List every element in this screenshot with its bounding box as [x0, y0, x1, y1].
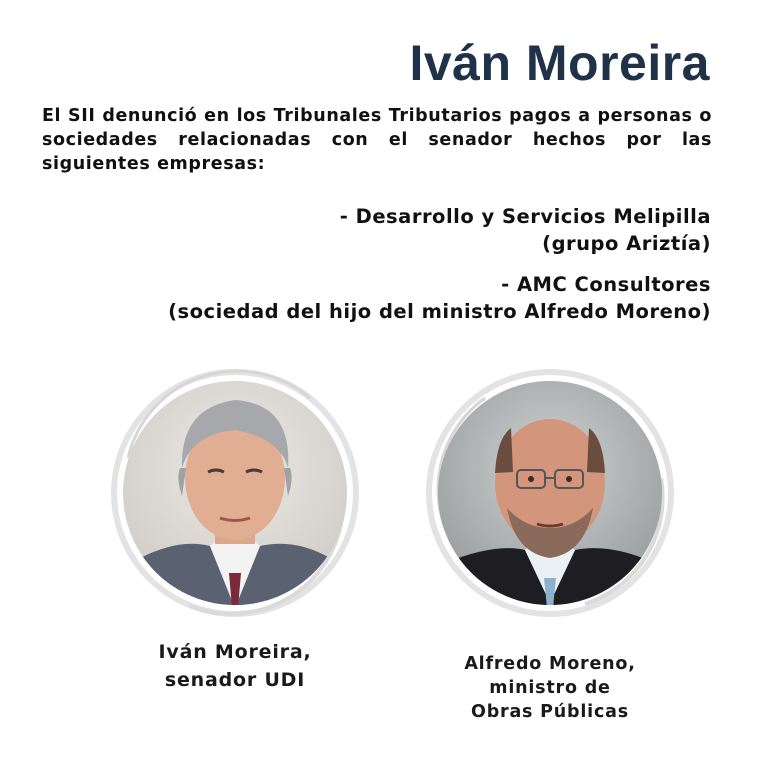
portrait-ivan-moreira	[110, 368, 360, 618]
caption-role: ministro de	[489, 678, 611, 698]
portrait-alfredo-moreno	[425, 368, 675, 618]
caption-alfredo-moreno	[410, 652, 690, 724]
company-item-melipilla	[340, 203, 711, 257]
caption-name: Iván Moreira,	[158, 641, 312, 663]
caption-name: Alfredo Moreno,	[464, 654, 636, 674]
company-name: - AMC Consultores	[501, 273, 711, 296]
company-item-amc	[168, 271, 711, 325]
caption-role: senador UDI	[164, 669, 306, 691]
company-name: - Desarrollo y Servicios Melipilla	[339, 205, 711, 228]
company-note: (grupo Ariztía)	[542, 232, 711, 255]
intro-paragraph: El SII denunció en los Tribunales Tributarios pagos a personas o sociedades relacionadas con el senador hechos por las siguientes empresas:	[42, 106, 712, 174]
company-note: (sociedad del hijo del ministro Alfredo Moreno)	[168, 300, 711, 323]
caption-ivan-moreira	[110, 638, 360, 694]
caption-role-cont: Obras Públicas	[471, 702, 629, 722]
page-title: Iván Moreira	[409, 35, 710, 91]
